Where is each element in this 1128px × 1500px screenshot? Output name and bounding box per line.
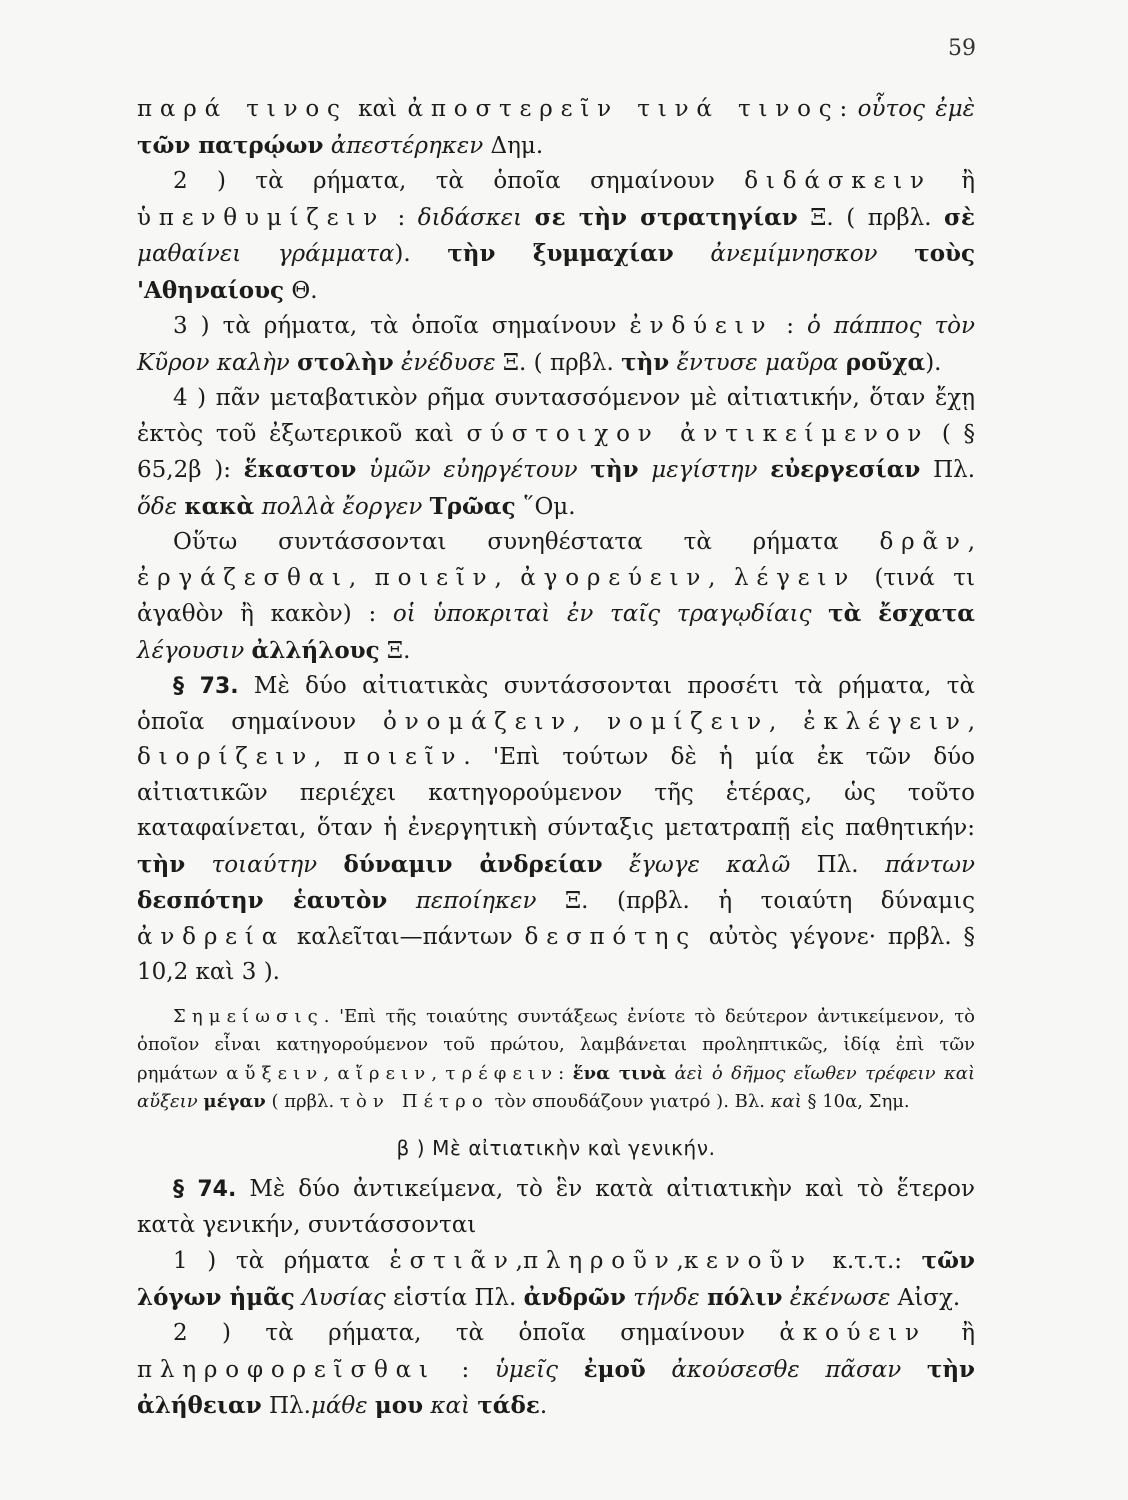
example-bold: μέγαν — [203, 1091, 266, 1112]
text-run — [387, 888, 416, 914]
example-italic: ἀεὶ ὁ δῆμος εἴωθεν τρέφειν καὶ αὔξειν — [137, 1062, 975, 1112]
example-italic: λέγουσιν — [137, 637, 245, 664]
example-italic: πάντων — [884, 851, 976, 878]
text-run: ( πρβλ. — [265, 1091, 340, 1112]
spaced-term: τρέφειν — [445, 1062, 559, 1084]
text-run: τὸν σπουδάζουν γιατρό ). Βλ. — [488, 1091, 771, 1112]
example-bold: τὴν — [137, 850, 186, 878]
spaced-term: πληροῦν — [522, 1248, 677, 1274]
example-bold: σὲ — [944, 203, 975, 231]
spaced-term: παρά τινος — [137, 96, 348, 122]
example-italic: ἐνέδυσε — [401, 349, 496, 376]
source-ref: Ξ. — [379, 637, 411, 664]
example-bold: κακὰ — [184, 492, 255, 520]
text-run: . 'Επὶ τούτων δὲ ἡ μία ἐκ τῶν δύο αἰτιατικῶν περιέχει κατηγορούμενον τῆς ἑτέρας, ὡς τοῦτο καταφαίνεται, ὅταν ἡ ἐνεργητικὴ σύνταξις μετατραπῇ εἰς παθητικήν: — [137, 744, 975, 841]
paragraph-9 — [137, 1316, 975, 1425]
text-run: τινά τι — [883, 564, 975, 591]
text-run — [669, 350, 676, 376]
example-bold: τὴν — [590, 456, 639, 483]
text-run: : — [435, 1356, 495, 1383]
text-run: , — [431, 1062, 446, 1084]
spaced-term: δρᾶν — [879, 529, 968, 555]
text-run: 3 ) τὰ ρήματα, τὰ ὁποῖα σημαίνουν — [173, 313, 630, 339]
example-bold: Τρῶας — [429, 492, 516, 520]
spaced-term: ὑπενθυμίζειν — [137, 204, 386, 231]
text-run: , — [967, 708, 975, 735]
text-run — [578, 457, 591, 483]
spaced-term: λέγειν — [733, 564, 857, 591]
paragraph-3 — [137, 309, 975, 381]
source-ref: Αἰσχ. — [890, 1284, 961, 1311]
text-run — [394, 350, 401, 376]
spaced-term: νομίζειν — [607, 708, 769, 735]
example-bold: πόλιν — [707, 1283, 783, 1311]
paragraph-1 — [137, 92, 975, 164]
example-bold: τὴν ἀλήθειαν — [137, 1355, 976, 1419]
example-bold: ἕνα τινὰ — [572, 1062, 667, 1084]
text-run — [626, 1285, 633, 1311]
example-italic: καὶ — [770, 1091, 802, 1112]
text-run: 2 ) τὰ ρήματα, τὰ ὁποῖα σημαίνουν — [173, 1320, 780, 1346]
page-body — [137, 92, 975, 1425]
example-italic: καὶ — [430, 1393, 471, 1419]
text-run: : — [558, 1062, 573, 1084]
example-italic: ἐμὲ — [935, 96, 976, 122]
example-italic: πεποίηκεν — [415, 888, 537, 914]
example-italic: μάθε — [310, 1393, 368, 1419]
text-run — [368, 1393, 375, 1419]
example-bold: ἔσχατα — [878, 600, 976, 627]
spaced-term: ἀγορεύειν — [520, 564, 709, 591]
text-run: Ξ. (πρβλ. ἡ τοιαύτη δύναμις — [536, 888, 976, 914]
spaced-term: ἐκλέγειν — [803, 708, 968, 735]
example-bold: τῶν λόγων ἡμᾶς — [137, 1247, 975, 1311]
text-run — [317, 852, 343, 878]
text-run — [244, 638, 251, 664]
example-bold: στολὴν — [297, 348, 394, 376]
text-run: ἢ — [931, 168, 975, 194]
page-number: 59 — [948, 36, 976, 61]
example-italic: ἔντυσε μαῦρα — [676, 349, 839, 376]
text-run — [925, 96, 935, 122]
example-italic: ὁ πάππος τὸν Κῦρον καλὴν — [137, 313, 975, 376]
example-italic: ἐκένωσε — [789, 1284, 891, 1311]
example-italic: ὑμεῖς — [494, 1356, 558, 1383]
section-73 — [137, 669, 975, 991]
text-run: ( § 65,2β ): — [137, 420, 975, 483]
text-run: Μὲ δύο ἀντικείμενα, τὸ ἓν κατὰ αἰτιατικὴν καὶ τὸ ἕτερον κατὰ γενικήν, συντάσσονται — [137, 1176, 975, 1238]
text-run: 1 ) τὰ ρήματα — [173, 1248, 390, 1274]
example-italic: ὅδε — [137, 493, 178, 520]
spaced-term: ἀκούειν — [779, 1320, 927, 1346]
example-bold: ἀλλήλους — [251, 636, 380, 664]
text-run: καλεῖται—πάντων — [285, 923, 525, 950]
text-run: . 'Επὶ τῆς τοιαύτης συντάξεως ἐνίοτε τὸ δεύτερον ἀντικείμενον, τὸ ὁποῖον εἶναι κατηγορούμενον τοῦ πρώτου, λαμβάνεται προληπτικῶς, ἰδίᾳ ἐπὶ τῶν ρημάτων — [137, 1005, 975, 1084]
example-bold: τὴν — [621, 348, 670, 376]
section-number: § 73. — [173, 674, 239, 699]
text-run: Ξ. ( πρβλ. — [495, 349, 622, 376]
text-run: , — [967, 529, 975, 555]
example-italic: τοιαύτην — [211, 851, 318, 878]
example-italic: Λυσίας — [302, 1284, 386, 1311]
spaced-term: τὸν Πέτρο — [339, 1091, 489, 1112]
text-run: 2 ) τὰ ρήματα, τὰ ὁποῖα σημαίνουν — [173, 168, 745, 194]
text-run — [522, 205, 535, 231]
source-ref: ῞Ομ. — [515, 493, 576, 520]
subsection-title: β ) Μὲ αἰτιατικὴν καὶ γενικήν. — [396, 1135, 716, 1160]
text-run — [666, 1063, 674, 1084]
text-run: , — [515, 1248, 523, 1274]
text-run — [254, 494, 261, 520]
source-ref: Πλ. — [920, 457, 976, 483]
text-run: , — [348, 564, 375, 591]
text-run: . — [539, 1393, 548, 1419]
text-run — [422, 494, 429, 520]
text-run — [185, 852, 211, 878]
text-run — [558, 1357, 584, 1383]
text-run: ( — [856, 564, 884, 591]
paragraph-4 — [137, 381, 975, 525]
example-bold: τῶν πατρῴων — [137, 131, 324, 159]
example-bold: εὐεργεσίαν — [770, 456, 921, 483]
spaced-term: σύστοιχον ἀντικείμενον — [466, 420, 930, 447]
example-italic: οἱ ὑποκριταὶ ἐν ταῖς τραγῳδίαις — [392, 601, 812, 627]
text-run — [901, 1357, 927, 1383]
note-label: Σημείωσις — [173, 1005, 324, 1027]
source-ref: Πλ. — [790, 851, 885, 878]
text-run — [861, 601, 878, 627]
spaced-term: ἀνδρεία — [137, 923, 286, 950]
text-run: Οὕτω συντάσσονται συνηθέστατα τὰ ρήματα — [173, 529, 880, 555]
text-run: § 10α, Σημ. — [801, 1091, 910, 1112]
spaced-term: κενοῦν — [683, 1248, 813, 1274]
paragraph-2 — [137, 164, 975, 309]
example-italic: ἔγωγε καλῶ — [628, 851, 791, 878]
text-run: : — [385, 204, 418, 231]
text-run: ἢ — [926, 1320, 975, 1346]
example-italic: μεγίστην — [651, 457, 758, 483]
example-italic: οὗτος — [857, 96, 925, 122]
source-ref: Δημ. — [483, 132, 544, 159]
example-bold: ροῦχα — [845, 348, 926, 376]
text-run — [603, 852, 629, 878]
spaced-term: αὔξειν — [226, 1062, 324, 1084]
text-run — [646, 1357, 672, 1383]
example-bold: τὰ — [828, 600, 862, 627]
spaced-term: ὀνομάζειν — [383, 708, 573, 735]
text-run: ). — [925, 349, 942, 376]
text-run — [700, 1285, 707, 1311]
text-run: Μὲ δύο αἰτιατικὰς συντάσσονται προσέτι τὰ ρήματα, τὰ ὁποῖα σημαίνουν — [137, 673, 975, 735]
text-run: Ξ. ( πρβλ. — [797, 204, 945, 231]
text-run — [356, 457, 369, 483]
spaced-term: πληροφορεῖσθαι — [137, 1356, 436, 1383]
text-run: ἀγαθὸν ἢ κακὸν — [137, 601, 343, 627]
text-run: , — [676, 1248, 684, 1274]
text-run: ). — [394, 241, 448, 267]
spaced-term: ἐργάζεσθαι — [137, 564, 349, 591]
spaced-term: ποιεῖν — [343, 744, 464, 770]
example-bold: ἕκαστον — [243, 456, 357, 483]
paragraph-5 — [137, 525, 975, 669]
text-run — [838, 350, 845, 376]
text-run: , — [494, 564, 521, 591]
text-run: , — [314, 744, 344, 770]
example-bold: ἀνδρῶν — [523, 1283, 626, 1311]
example-italic: τήνδε — [633, 1284, 700, 1311]
source-ref: Θ. — [284, 277, 318, 304]
text-run: : — [773, 313, 808, 339]
text-run — [290, 350, 297, 376]
source-ref: Πλ. — [261, 1393, 311, 1419]
spaced-term: διορίζειν — [137, 744, 315, 770]
text-run: 4 ) πᾶν μεταβατικὸν ρῆμα συντασσόμενον μὲ αἰτιατικήν, ὅταν ἔχῃ ἐκτὸς τοῦ ἐξωτερικοῦ καὶ — [137, 385, 975, 447]
text-run — [295, 1285, 302, 1311]
example-bold: τοὺς 'Αθηναίους — [137, 240, 975, 304]
section-74 — [137, 1172, 975, 1243]
text-run — [758, 457, 771, 483]
text-run — [811, 601, 828, 627]
subsection-heading — [137, 1131, 975, 1167]
spaced-term: ἑστιᾶν — [389, 1248, 516, 1274]
example-bold: ἐμοῦ — [583, 1355, 646, 1383]
spaced-term: διδάσκειν — [744, 168, 932, 194]
text-run: , — [323, 1062, 338, 1084]
text-run — [323, 133, 330, 159]
example-italic: ἀπεστέρηκεν — [330, 132, 484, 159]
example-bold: σε τὴν στρατηγίαν — [534, 203, 798, 231]
text-run: , — [708, 564, 734, 591]
example-italic: μαθαίνει γράμματα — [137, 241, 395, 267]
paragraph-8 — [137, 1243, 975, 1316]
example-italic: ἀκούσεσθε πᾶσαν — [671, 1356, 902, 1383]
example-bold: μου — [374, 1392, 424, 1419]
spaced-term: ἐνδύειν — [629, 313, 774, 339]
text-run: , — [572, 708, 608, 735]
note-semeiosis — [137, 1003, 975, 1117]
text-run — [878, 241, 915, 267]
text-run — [782, 1285, 789, 1311]
example-italic: ἀνεμίμνησκον — [710, 241, 878, 267]
example-italic: διδάσκει — [417, 204, 523, 231]
spaced-term: ἀποστερεῖν τινά τινος — [407, 96, 840, 122]
spaced-term: ποιεῖν — [374, 564, 495, 591]
source-ref: εἱστία Πλ. — [385, 1284, 524, 1311]
text-run: αὐτὸς γέγονε· πρβλ. § 10,2 καὶ 3 ). — [137, 923, 976, 985]
example-italic: πολλὰ ἔοργεν — [261, 493, 423, 520]
text-run: καὶ — [347, 96, 408, 122]
spaced-term: δεσπότης — [524, 923, 697, 950]
example-bold: τάδε — [477, 1392, 540, 1419]
text-run: ) : — [342, 601, 393, 627]
text-run: , — [768, 708, 804, 735]
text-run: κ.τ.τ.: — [812, 1248, 922, 1274]
example-bold: δύναμιν ἀνδρείαν — [343, 850, 603, 878]
spaced-term: αἴρειν — [337, 1062, 432, 1084]
example-italic: ὑμῶν εὐηργέτουν — [369, 457, 578, 483]
text-run — [674, 241, 711, 267]
example-bold: δεσπότην ἑαυτὸν — [137, 887, 388, 914]
example-bold: τὴν ξυμμαχίαν — [447, 240, 674, 267]
section-number: § 74. — [173, 1177, 237, 1202]
text-run — [639, 457, 652, 483]
text-run: : — [839, 96, 858, 122]
